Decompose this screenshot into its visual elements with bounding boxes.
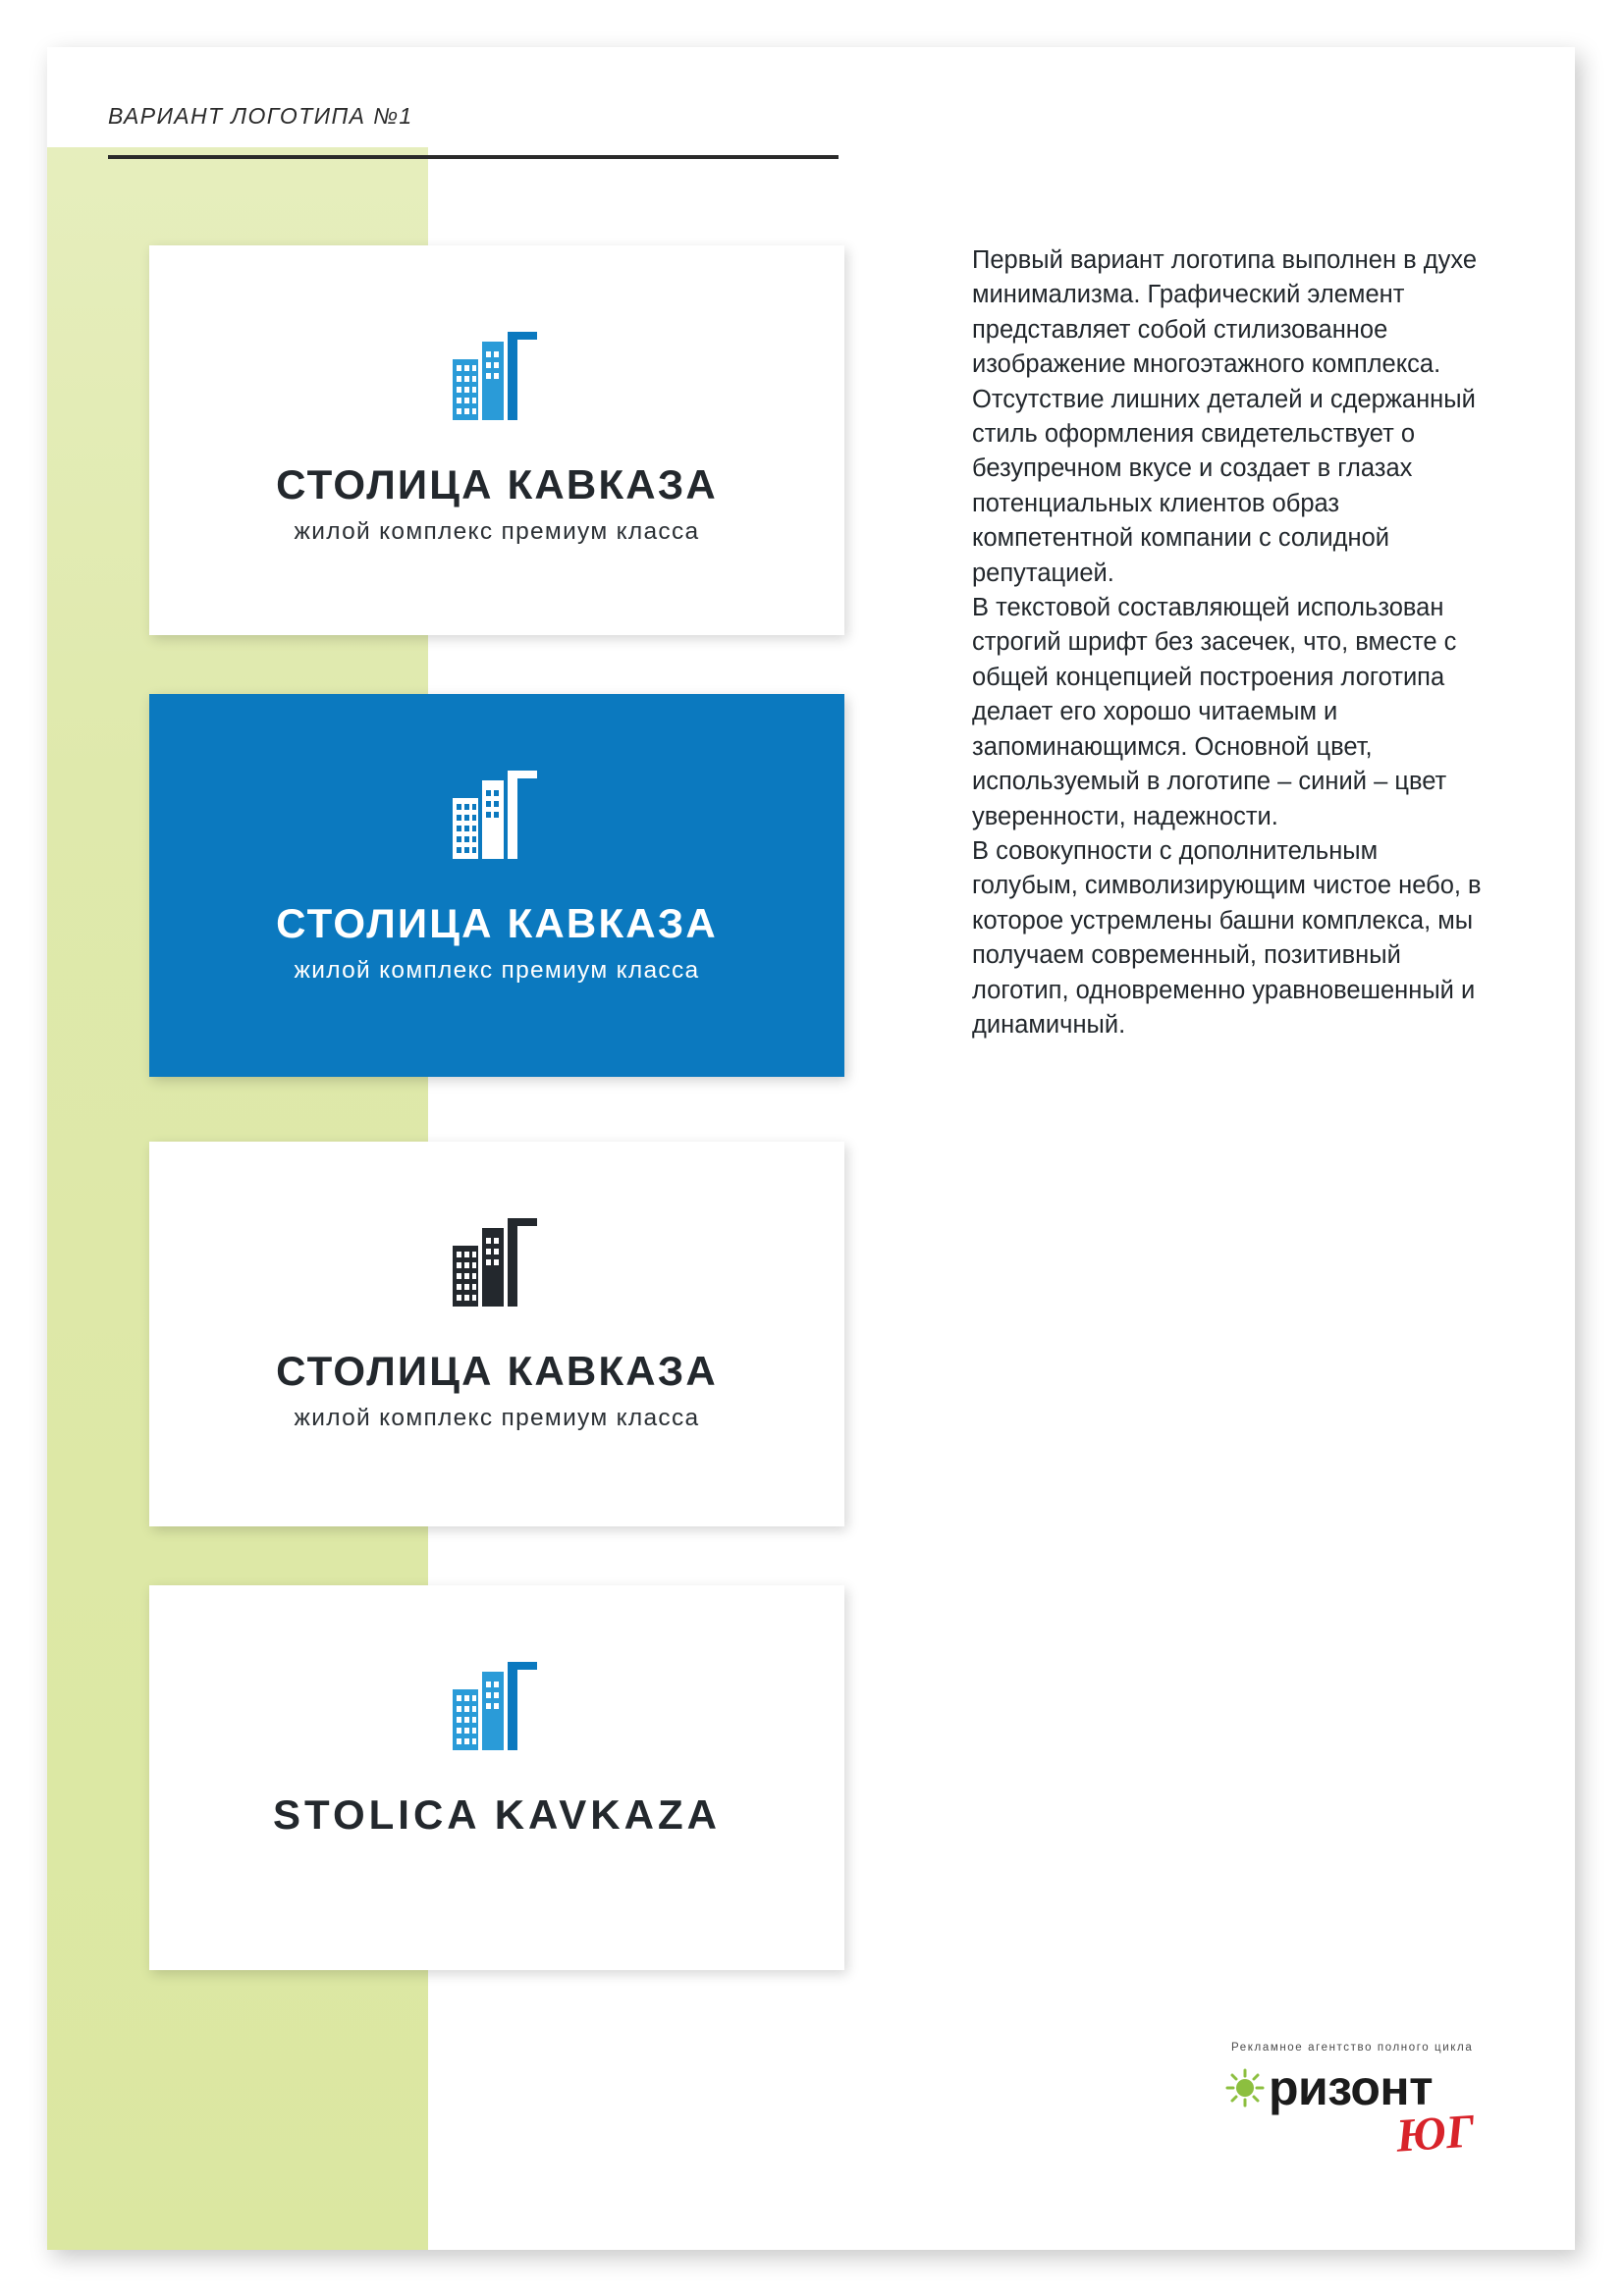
building-complex-icon xyxy=(435,755,559,879)
building-complex-icon xyxy=(435,1646,559,1770)
agency-name: ризонт xyxy=(1269,2060,1434,2115)
agency-suffix: ЮГ xyxy=(1394,2105,1477,2163)
description-paragraph-3: В совокупности с дополнительным голубым, символизирующим чистое небо, в которое устремлены башни комплекса, мы получаем современный, позитивный логотип, одновременно уравновешенный и динамичный. xyxy=(972,836,1482,1039)
logo-title-1: СТОЛИЦА КАВКАЗА xyxy=(276,461,718,507)
logo-lockup-2 xyxy=(149,755,844,985)
logo-lockup-1 xyxy=(149,316,844,546)
agency-logo xyxy=(1223,2042,1518,2169)
logo-lockup-4 xyxy=(149,1646,844,1848)
page-title: ВАРИАНТ ЛОГОТИПА №1 xyxy=(108,103,413,129)
agency-tagline: Рекламное агентство полного цикла xyxy=(1231,2042,1474,2054)
building-complex-icon xyxy=(435,1202,559,1326)
logo-title-3: СТОЛИЦА КАВКАЗА xyxy=(276,1348,718,1394)
sun-icon xyxy=(1223,2066,1267,2109)
logo-card-4 xyxy=(149,1585,844,1970)
description-paragraph-2: В текстовой составляющей использован строгий шрифт без засечек, что, вместе с общей концепцией построения логотипа делает его хорошо читаемым и запоминающимся. Основной цвет, используемый в логотипе – синий – цвет уверенности, надежности. xyxy=(972,594,1457,830)
description-text xyxy=(972,243,1483,1042)
logo-title-4: STOLICA KAVKAZA xyxy=(273,1791,721,1838)
logo-subtitle-3: жилой комплекс премиум класса xyxy=(294,1405,700,1431)
description-paragraph-1: Первый вариант логотипа выполнен в духе минимализма. Графический элемент представляет собой стилизованное изображение многоэтажного комплекса. Отсутствие лишних деталей и сдержанный стиль оформления свидетельствует о безупречном вкусе и создает в глазах потенциальных клиентов образ компетентной компании с солидной репутацией. xyxy=(972,246,1478,587)
building-complex-icon xyxy=(435,316,559,440)
logo-card-3 xyxy=(149,1142,844,1526)
logo-subtitle-2: жилой комплекс премиум класса xyxy=(294,957,700,984)
logo-title-2: СТОЛИЦА КАВКАЗА xyxy=(276,900,718,946)
logo-card-2 xyxy=(149,694,844,1077)
logo-card-1 xyxy=(149,245,844,635)
logo-lockup-3 xyxy=(149,1202,844,1432)
header-divider xyxy=(108,155,839,159)
logo-subtitle-1: жилой комплекс премиум класса xyxy=(294,518,700,545)
